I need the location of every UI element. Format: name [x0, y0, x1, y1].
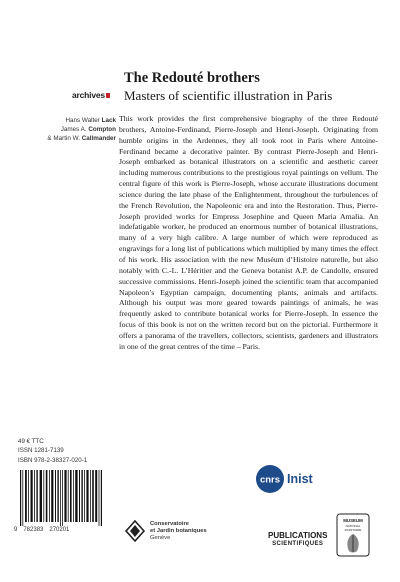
cjb-logo-block — [124, 520, 207, 542]
barcode-digits — [14, 527, 108, 533]
barcode-icon — [18, 470, 104, 526]
book-description: This work provides the first comprehensive biography of the three Redouté brothers, Antoine-Ferdinand, Pierre-Joseph and Henri-Joseph. Originating from humble origins in the Ardennes, they all took root in Paris where Antoine-Ferdinand became a decorative painter. By contrast Pierre-Joseph and Henri-Joseph embarked as botanical illustrators on a scientific and aesthetic career including numerous contributions to the prestigious royal paintings on vellum. The central figure of this work is Pierre-Joseph, whose accurate illustrations document science during the late phase of the Enlightenment, throughout the turbulences of the French Revolution, the Napoleonic era and into the Restoration. Thus, Pierre-Joseph provided works for Empress Josephine and Queen Maria Amalia. An indefatigable worker, he produced an enormous number of botanical illustrations, many of a very high calibre. A large number of which were reproduced as engravings for a long list of publications which multiplied by many times the effect of his work. His association with the new Muséum d’Histoire naturelle, but also notably with C.-L. L’Héritier and the Geneva botanist A.P. de Candolle, ensured successive commissions. Henri-Joseph joined the scientific team that accompanied Napoleon’s Egyptian campaign, documenting plants, animals and artifacts. Although his output was more geared towards paintings of animals, he was frequently asked to contribute botanical works for Pierre-Joseph. In essence the focus of this book is not on the written record but on the pictorial. Furthermore it offers a panorama of the travellers, collectors, scientists, gardeners and illustrators in one of the great centres of the time – Paris. — [119, 114, 378, 351]
series-mark-icon — [106, 93, 110, 98]
cjb-line-1: Conservatoire — [150, 520, 189, 527]
cnrs-inist-logo — [255, 464, 313, 494]
author-last: Callmander — [81, 135, 116, 142]
cjb-line-2: et Jardin botaniques — [150, 527, 207, 534]
museum-line-3: D'HISTOIRE — [344, 528, 362, 532]
author-prefix: & — [47, 135, 54, 142]
publications-scientifiques-logo — [268, 531, 327, 549]
barcode-digit-group: 782383 — [23, 527, 44, 533]
cjb-name — [150, 521, 207, 542]
author-first: Martin W. — [53, 135, 80, 142]
inist-label: Inist — [287, 472, 313, 486]
author-first: James A. — [60, 126, 87, 133]
pub-line-1: PUBLICATIONS — [268, 531, 328, 540]
issn: ISSN 1281-7139 — [18, 447, 64, 455]
cjb-leaf-icon — [124, 520, 146, 542]
book-title: The Redouté brothers — [124, 70, 260, 86]
pub-line-2: SCIENTIFIQUES — [272, 541, 324, 547]
museum-line-1: MUSEUM — [343, 518, 363, 523]
series-name: archives — [72, 90, 105, 100]
cnrs-logo-text: cnrs — [259, 474, 281, 486]
cjb-line-3: Genève — [150, 534, 171, 541]
museum-seal-icon — [336, 513, 370, 557]
isbn: ISBN 978-2-38327-020-1 — [18, 456, 88, 464]
author-list — [47, 116, 116, 143]
book-subtitle: Masters of scientific illustration in Paris — [124, 88, 333, 103]
series-label — [72, 90, 110, 100]
author-line — [47, 125, 116, 134]
author-last: Compton — [88, 126, 116, 133]
museum-line-2: NATIONAL — [345, 524, 361, 528]
book-meta — [18, 437, 87, 465]
cnrs-logo-icon — [255, 464, 285, 494]
author-first: Hans Walter — [65, 117, 100, 124]
author-line — [47, 134, 116, 143]
author-line — [47, 116, 116, 125]
barcode-digit-group: 270201 — [49, 527, 70, 533]
price: 49 € TTC — [18, 438, 44, 445]
author-last: Lack — [101, 117, 116, 124]
barcode-digit-group: 9 — [14, 527, 18, 533]
